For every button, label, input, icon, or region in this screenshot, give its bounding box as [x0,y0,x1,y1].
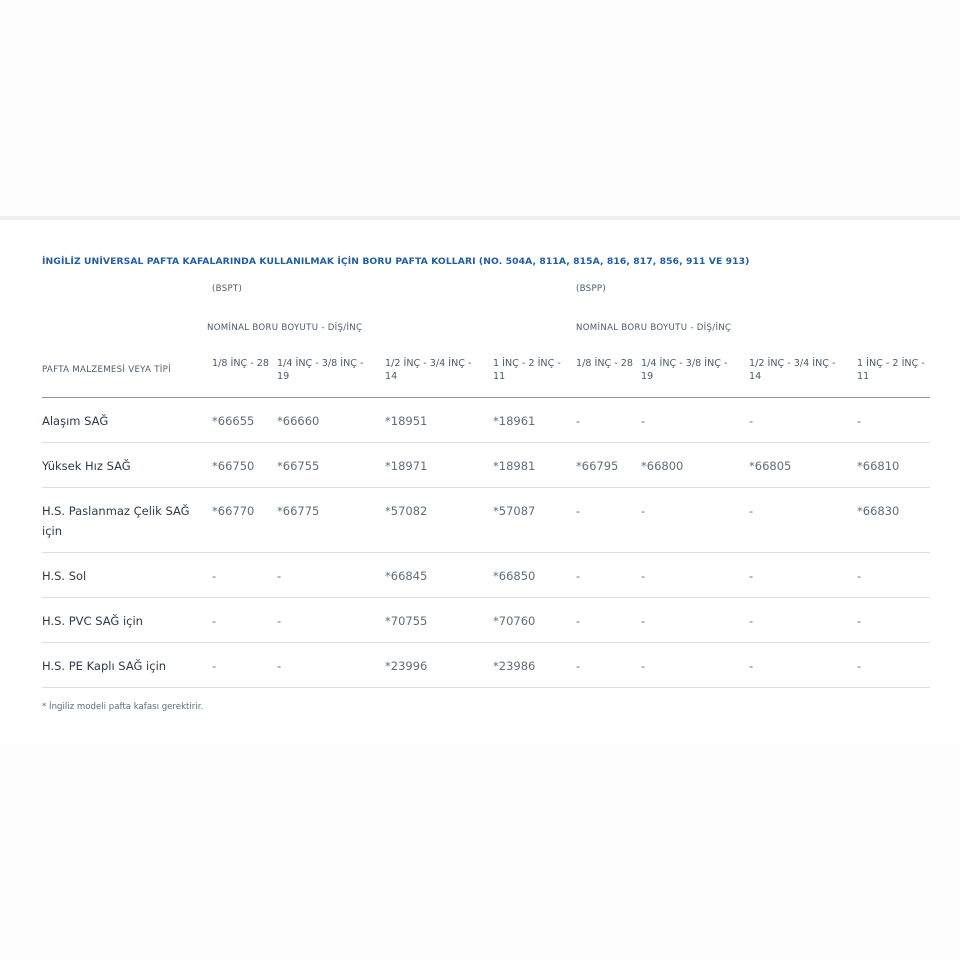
table-cell: - [277,569,282,583]
table-cell: - [576,504,581,518]
table-cell: - [277,614,282,628]
row-divider [42,552,930,553]
footnote: * İngiliz modeli pafta kafası gerektirir. [42,702,204,712]
column-header: 1 İNÇ - 2 İNÇ - 11 [857,358,925,382]
group-subtitle-bspt: NOMİNAL BORU BOYUTU - DİŞ/İNÇ [207,323,363,333]
table-cell: *66750 [212,459,255,473]
table-cell: - [857,659,862,673]
table-cell: - [576,614,581,628]
column-header: 1/4 İNÇ - 3/8 İNÇ - 19 [641,358,728,382]
group-subtitle-bspp: NOMİNAL BORU BOYUTU - DİŞ/İNÇ [576,323,732,333]
table-cell: - [641,504,646,518]
table-cell: - [749,614,754,628]
table-cell: *66655 [212,414,255,428]
table-cell: - [212,569,217,583]
table-cell: *70760 [493,614,536,628]
table-title: İNGİLİZ UNİVERSAL PAFTA KAFALARINDA KULLANILMAK İÇİN BORU PAFTA KOLLARI (NO. 504A, 811A, 815A, 816, 817, 856, 911 VE 913) [42,256,750,267]
table-cell: *57087 [493,504,536,518]
table-cell: *66755 [277,459,320,473]
table-cell: *23986 [493,659,536,673]
product-table-panel [0,216,960,744]
table-cell: *66810 [857,459,900,473]
row-divider [42,642,930,643]
table-cell: *66805 [749,459,792,473]
row-label: H.S. PVC SAĞ için [42,614,143,628]
row-divider [42,597,930,598]
row-divider [42,687,930,688]
table-cell: - [857,569,862,583]
table-cell: *18961 [493,414,536,428]
table-cell: - [749,659,754,673]
table-cell: *18971 [385,459,428,473]
table-cell: *18981 [493,459,536,473]
table-cell: *57082 [385,504,428,518]
table-cell: - [749,414,754,428]
table-cell: - [212,614,217,628]
group-code-bspt: (BSPT) [212,284,243,294]
first-column-header: PAFTA MALZEMESİ VEYA TİPİ [42,365,171,375]
table-cell: - [641,569,646,583]
table-cell: - [641,659,646,673]
table-cell: - [277,659,282,673]
header-divider [42,397,930,398]
table-cell: *66770 [212,504,255,518]
column-header: 1/8 İNÇ - 28 [576,358,633,369]
table-cell: - [641,414,646,428]
column-header: 1/8 İNÇ - 28 [212,358,269,369]
table-cell: - [576,659,581,673]
table-cell: - [857,414,862,428]
table-cell: *66800 [641,459,684,473]
table-cell: - [857,614,862,628]
table-cell: - [576,414,581,428]
row-divider [42,487,930,488]
table-cell: *18951 [385,414,428,428]
row-divider [42,442,930,443]
table-cell: *66660 [277,414,320,428]
group-code-bspp: (BSPP) [576,284,607,294]
table-cell: - [749,504,754,518]
table-cell: *66850 [493,569,536,583]
column-header: 1 İNÇ - 2 İNÇ - 11 [493,358,561,382]
table-cell: *66775 [277,504,320,518]
column-header: 1/4 İNÇ - 3/8 İNÇ - 19 [277,358,364,382]
table-cell: - [749,569,754,583]
table-cell: *66830 [857,504,900,518]
column-header: 1/2 İNÇ - 3/4 İNÇ - 14 [749,358,836,382]
row-label: H.S. PE Kaplı SAĞ için [42,659,167,673]
column-header: 1/2 İNÇ - 3/4 İNÇ - 14 [385,358,472,382]
table-cell: *66795 [576,459,619,473]
row-label: H.S. Sol [42,569,87,583]
table-cell: *70755 [385,614,428,628]
row-label: Alaşım SAĞ [42,414,109,428]
row-label: Yüksek Hız SAĞ [42,459,131,473]
table-cell: - [576,569,581,583]
row-label: H.S. Paslanmaz Çelik SAĞ için [42,504,190,538]
table-cell: *66845 [385,569,428,583]
table-cell: *23996 [385,659,428,673]
table-cell: - [212,659,217,673]
table-cell: - [641,614,646,628]
